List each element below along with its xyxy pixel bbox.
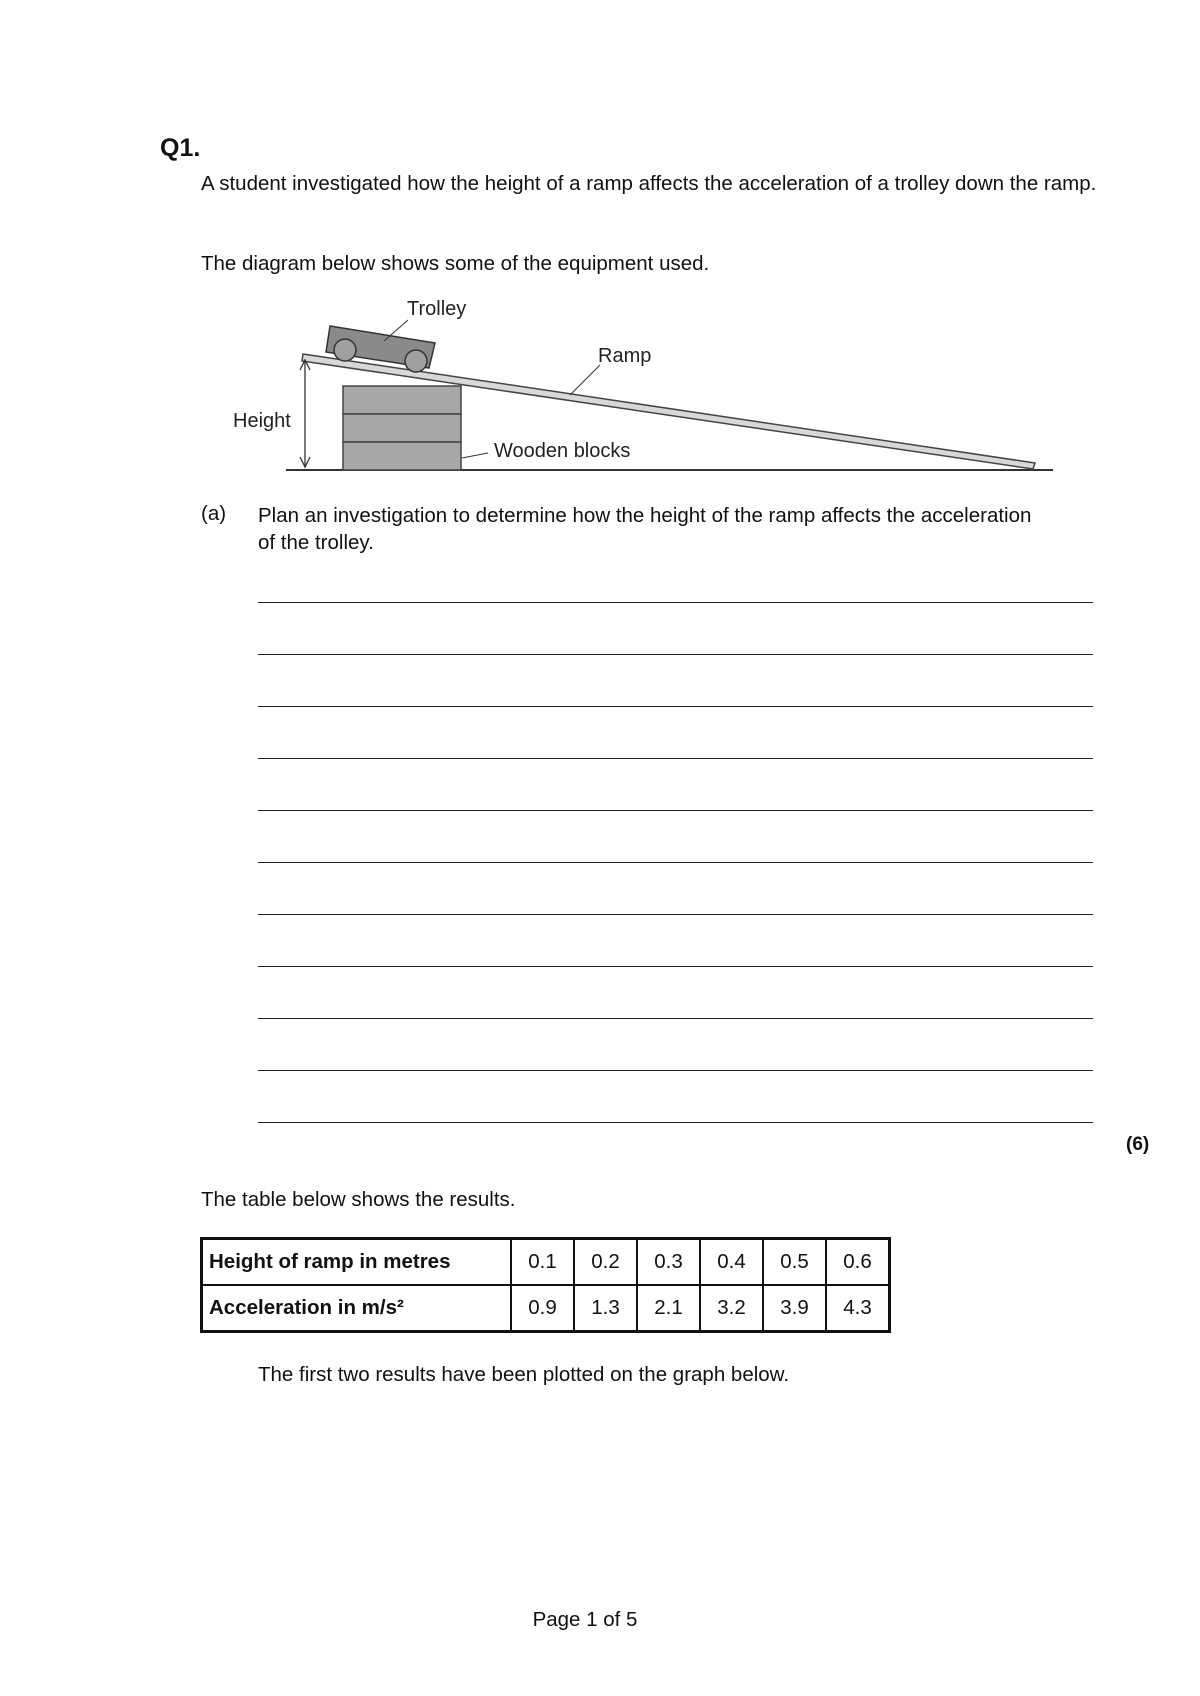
answer-line[interactable] — [258, 1018, 1093, 1019]
ramp-label: Ramp — [598, 345, 652, 367]
acceleration-cell: 1.3 — [574, 1285, 637, 1332]
ramp-leader — [570, 365, 600, 395]
answer-line[interactable] — [258, 1070, 1093, 1071]
table-row — [202, 1239, 890, 1286]
question-number: Q1. — [160, 134, 201, 162]
answer-line[interactable] — [258, 810, 1093, 811]
results-table — [200, 1237, 891, 1333]
blocks-leader — [462, 453, 488, 458]
height-row-header: Height of ramp in metres — [202, 1239, 512, 1286]
answer-line[interactable] — [258, 706, 1093, 707]
answer-line[interactable] — [258, 1122, 1093, 1123]
graph-intro: The first two results have been plotted on the graph below. — [258, 1363, 790, 1386]
answer-line[interactable] — [258, 914, 1093, 915]
height-label: Height — [233, 410, 291, 432]
intro-paragraph: A student investigated how the height of a ramp affects the acceleration of a trolley down the ramp. — [201, 172, 1097, 195]
ramp-diagram — [0, 0, 1200, 490]
height-cell: 0.1 — [511, 1239, 574, 1286]
height-cell: 0.6 — [826, 1239, 890, 1286]
blocks-label: Wooden blocks — [494, 440, 631, 462]
acceleration-cell: 3.9 — [763, 1285, 826, 1332]
page-footer: Page 1 of 5 — [532, 1608, 638, 1631]
height-arrow — [300, 360, 310, 467]
acceleration-row-header: Acceleration in m/s² — [202, 1285, 512, 1332]
wooden-blocks — [343, 386, 461, 470]
table-intro: The table below shows the results. — [201, 1188, 516, 1211]
height-cell: 0.3 — [637, 1239, 700, 1286]
answer-line[interactable] — [258, 602, 1093, 603]
height-cell: 0.2 — [574, 1239, 637, 1286]
part-a-label: (a) — [201, 502, 227, 525]
part-a-question: Plan an investigation to determine how the height of the ramp affects the acceleration of the trolley. — [258, 504, 1032, 554]
acceleration-cell: 3.2 — [700, 1285, 763, 1332]
acceleration-cell: 0.9 — [511, 1285, 574, 1332]
acceleration-cell: 4.3 — [826, 1285, 890, 1332]
answer-line[interactable] — [258, 758, 1093, 759]
trolley-label: Trolley — [407, 298, 467, 320]
diagram-intro: The diagram below shows some of the equipment used. — [201, 252, 710, 275]
answer-line[interactable] — [258, 654, 1093, 655]
table-row — [202, 1285, 890, 1332]
marks-indicator: (6) — [1126, 1134, 1150, 1155]
acceleration-cell: 2.1 — [637, 1285, 700, 1332]
answer-line[interactable] — [258, 966, 1093, 967]
height-cell: 0.5 — [763, 1239, 826, 1286]
answer-line[interactable] — [258, 862, 1093, 863]
height-cell: 0.4 — [700, 1239, 763, 1286]
